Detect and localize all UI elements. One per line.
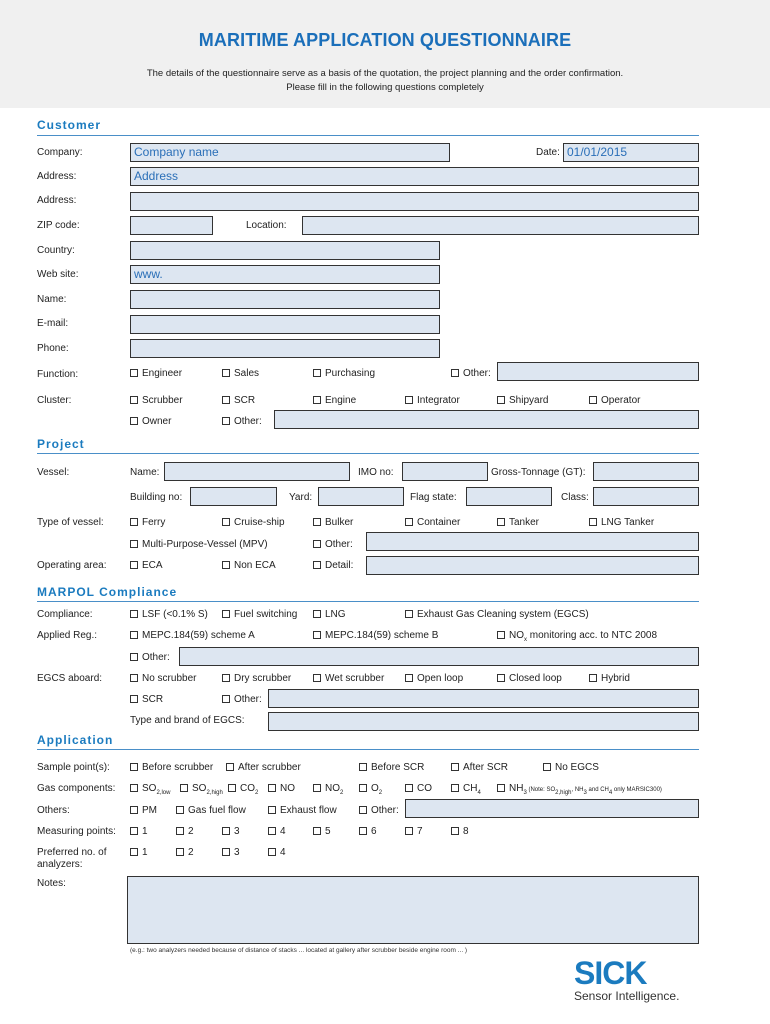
- checkbox-before-scr[interactable]: Before SCR: [359, 762, 424, 773]
- checkbox-engineer[interactable]: Engineer: [130, 368, 182, 379]
- checkbox-operator[interactable]: Operator: [589, 395, 640, 406]
- checkbox-pa-2[interactable]: 2: [176, 847, 194, 858]
- checkbox-vessel-other[interactable]: Other:: [313, 539, 353, 550]
- checkbox-hybrid[interactable]: Hybrid: [589, 673, 630, 684]
- checkbox-mp-7[interactable]: 7: [405, 826, 423, 837]
- class-field[interactable]: [593, 487, 699, 506]
- building-field[interactable]: [190, 487, 277, 506]
- checkbox-egcs-other[interactable]: Other:: [222, 694, 262, 705]
- gt-field[interactable]: [593, 462, 699, 481]
- checkbox-open-loop[interactable]: Open loop: [405, 673, 463, 684]
- address2-field[interactable]: [130, 192, 699, 211]
- others-label: Others:: [37, 805, 70, 816]
- checkbox-shipyard[interactable]: Shipyard: [497, 395, 548, 406]
- section-marpol-heading: MARPOL Compliance: [37, 585, 178, 599]
- notes-label: Notes:: [37, 878, 66, 889]
- sick-logo: [574, 955, 679, 1003]
- checkbox-no-scrubber[interactable]: No scrubber: [130, 673, 196, 684]
- logo-brand: SICK: [574, 955, 647, 991]
- sample-points-label: Sample point(s):: [37, 762, 110, 773]
- checkbox-fuel-switching[interactable]: Fuel switching: [222, 609, 297, 620]
- checkbox-dry-scrubber[interactable]: Dry scrubber: [222, 673, 291, 684]
- checkbox-wet-scrubber[interactable]: Wet scrubber: [313, 673, 384, 684]
- location-label: Location:: [246, 220, 287, 231]
- checkbox-mp-4[interactable]: 4: [268, 826, 286, 837]
- intro-line-1: The details of the questionnaire serve as a basis of the quotation, the project planning and the order confirmation.: [146, 68, 624, 79]
- vessel-type-label: Type of vessel:: [37, 517, 104, 528]
- checkbox-scrubber[interactable]: Scrubber: [130, 395, 183, 406]
- applied-other-field[interactable]: [179, 647, 699, 666]
- checkbox-mp-1[interactable]: 1: [130, 826, 148, 837]
- imo-field[interactable]: [402, 462, 488, 481]
- checkbox-no[interactable]: NO: [268, 783, 295, 794]
- checkbox-mp-8[interactable]: 8: [451, 826, 469, 837]
- checkbox-so2-high[interactable]: $SO_{2,high}$: [180, 783, 223, 796]
- notes-field[interactable]: [127, 876, 699, 944]
- date-label: Date:: [536, 147, 560, 158]
- egcs-other-field[interactable]: [268, 689, 699, 708]
- checkbox-lng-tanker[interactable]: LNG Tanker: [589, 517, 654, 528]
- checkbox-others-other[interactable]: Other:: [359, 805, 399, 816]
- checkbox-non-eca[interactable]: Non ECA: [222, 560, 276, 571]
- checkbox-before-scrubber[interactable]: Before scrubber: [130, 762, 213, 773]
- imo-label: IMO no:: [358, 467, 394, 478]
- checkbox-egcs[interactable]: Exhaust Gas Cleaning system (EGCS): [405, 609, 589, 620]
- applied-reg-label: Applied Reg.:: [37, 630, 98, 641]
- vessel-name-field[interactable]: [164, 462, 350, 481]
- flag-field[interactable]: [466, 487, 552, 506]
- country-label: Country:: [37, 245, 75, 256]
- name-label: Name:: [37, 294, 67, 305]
- vessel-other-field[interactable]: [366, 532, 699, 551]
- checkbox-function-other[interactable]: Other:: [451, 368, 491, 379]
- checkbox-closed-loop[interactable]: Closed loop: [497, 673, 562, 684]
- date-field[interactable]: 01/01/2015: [563, 143, 699, 162]
- checkbox-lng[interactable]: LNG: [313, 609, 346, 620]
- checkbox-applied-other[interactable]: Other:: [130, 652, 170, 663]
- email-field[interactable]: [130, 315, 440, 334]
- cluster-other-field[interactable]: [274, 410, 699, 429]
- class-label: Class:: [561, 492, 589, 503]
- operating-area-label: Operating area:: [37, 560, 107, 571]
- checkbox-mp-2[interactable]: 2: [176, 826, 194, 837]
- location-field[interactable]: [302, 216, 699, 235]
- egcs-brand-field[interactable]: [268, 712, 699, 731]
- checkbox-area-detail[interactable]: Detail:: [313, 560, 353, 571]
- address-label: Address:: [37, 171, 77, 182]
- gas-components-label: Gas components:: [37, 783, 116, 794]
- checkbox-ferry[interactable]: Ferry: [130, 517, 165, 528]
- checkbox-tanker[interactable]: Tanker: [497, 517, 539, 528]
- checkbox-o2[interactable]: $O_2$: [359, 783, 382, 796]
- name-field[interactable]: [130, 290, 440, 309]
- phone-field[interactable]: [130, 339, 440, 358]
- checkbox-so2-low[interactable]: $SO_{2,low}$: [130, 783, 170, 796]
- company-label: Company:: [37, 147, 83, 158]
- checkbox-nh3[interactable]: $NH_3$ (Note: $SO_{2,high}$, $NH_3$ and $CH_4$ only MARSIC300): [497, 783, 662, 796]
- checkbox-scheme-b[interactable]: MEPC.184(59) scheme B: [313, 630, 438, 641]
- section-divider: [37, 453, 699, 454]
- website-field[interactable]: www.: [130, 265, 440, 284]
- checkbox-gas-fuel-flow[interactable]: Gas fuel flow: [176, 805, 246, 816]
- checkbox-cluster-other[interactable]: Other:: [222, 416, 262, 427]
- vessel-label: Vessel:: [37, 467, 70, 478]
- gas-note: (Note: SO: [528, 787, 556, 793]
- measuring-points-label: Measuring points:: [37, 826, 116, 837]
- checkbox-pa-4[interactable]: 4: [268, 847, 286, 858]
- section-project-heading: Project: [37, 437, 85, 451]
- yard-field[interactable]: [318, 487, 404, 506]
- others-other-field[interactable]: [405, 799, 699, 818]
- yard-label: Yard:: [289, 492, 313, 503]
- address-field[interactable]: Address: [130, 167, 699, 186]
- logo-tagline: Sensor Intelligence.: [574, 989, 680, 1003]
- checkbox-no2[interactable]: $NO_2$: [313, 783, 343, 796]
- section-divider: [37, 135, 699, 136]
- notes-hint: (e.g.: two analyzers needed because of distance of stacks ... located at gallery after scrubber beside engine room ... ): [130, 947, 468, 954]
- section-application-heading: Application: [37, 733, 114, 747]
- email-label: E-mail:: [37, 318, 69, 329]
- section-divider: [37, 601, 699, 602]
- address2-label: Address:: [37, 195, 77, 206]
- preferred-analyzers-label: Preferred no. of analyzers:: [37, 847, 107, 870]
- area-detail-field[interactable]: [366, 556, 699, 575]
- company-field[interactable]: Company name: [130, 143, 450, 162]
- checkbox-mp-6[interactable]: 6: [359, 826, 377, 837]
- checkbox-sales[interactable]: Sales: [222, 368, 259, 379]
- checkbox-after-scr[interactable]: After SCR: [451, 762, 508, 773]
- checkbox-pa-3[interactable]: 3: [222, 847, 240, 858]
- zip-field[interactable]: [130, 216, 213, 235]
- checkbox-purchasing[interactable]: Purchasing: [313, 368, 375, 379]
- egcs-aboard-label: EGCS aboard:: [37, 673, 103, 684]
- checkbox-pm[interactable]: PM: [130, 805, 157, 816]
- function-label: Function:: [37, 369, 79, 380]
- checkbox-cruise-ship[interactable]: Cruise-ship: [222, 517, 285, 528]
- checkbox-egcs-scr[interactable]: SCR: [130, 694, 163, 705]
- checkbox-co[interactable]: CO: [405, 783, 432, 794]
- gt-label: Gross-Tonnage (GT):: [491, 467, 586, 478]
- page-header: [0, 0, 770, 108]
- checkbox-ch4[interactable]: $CH_4$: [451, 783, 481, 796]
- checkbox-no-egcs[interactable]: No EGCS: [543, 762, 599, 773]
- checkbox-pa-1[interactable]: 1: [130, 847, 148, 858]
- checkbox-mpv[interactable]: Multi-Purpose-Vessel (MPV): [130, 539, 268, 550]
- checkbox-scheme-a[interactable]: MEPC.184(59) scheme A: [130, 630, 255, 641]
- checkbox-co2[interactable]: $CO_2$: [228, 783, 258, 796]
- compliance-label: Compliance:: [37, 609, 93, 620]
- checkbox-integrator[interactable]: Integrator: [405, 395, 460, 406]
- phone-label: Phone:: [37, 343, 69, 354]
- section-divider: [37, 749, 699, 750]
- checkbox-scr[interactable]: SCR: [222, 395, 255, 406]
- building-label: Building no:: [130, 492, 183, 503]
- checkbox-mp-3[interactable]: 3: [222, 826, 240, 837]
- section-customer-heading: Customer: [37, 118, 102, 132]
- page-title: MARITIME APPLICATION QUESTIONNAIRE: [198, 30, 572, 50]
- checkbox-lsf[interactable]: LSF (<0.1% S): [130, 609, 208, 620]
- zip-label: ZIP code:: [37, 220, 80, 231]
- intro-line-2: Please fill in the following questions completely: [286, 82, 484, 93]
- checkbox-owner[interactable]: Owner: [130, 416, 171, 427]
- checkbox-nox-ntc[interactable]: $NO_x$ monitoring acc. to NTC 2008: [497, 630, 657, 643]
- function-other-field[interactable]: [497, 362, 699, 381]
- checkbox-exhaust-flow[interactable]: Exhaust flow: [268, 805, 337, 816]
- cluster-label: Cluster:: [37, 395, 72, 406]
- checkbox-eca[interactable]: ECA: [130, 560, 163, 571]
- egcs-brand-label: Type and brand of EGCS:: [130, 715, 245, 726]
- website-label: Web site:: [37, 269, 79, 280]
- vessel-name-label: Name:: [130, 467, 160, 478]
- checkbox-after-scrubber[interactable]: After scrubber: [226, 762, 301, 773]
- checkbox-engine[interactable]: Engine: [313, 395, 356, 406]
- checkbox-bulker[interactable]: Bulker: [313, 517, 353, 528]
- checkbox-container[interactable]: Container: [405, 517, 460, 528]
- flag-label: Flag state:: [410, 492, 457, 503]
- country-field[interactable]: [130, 241, 440, 260]
- checkbox-mp-5[interactable]: 5: [313, 826, 331, 837]
